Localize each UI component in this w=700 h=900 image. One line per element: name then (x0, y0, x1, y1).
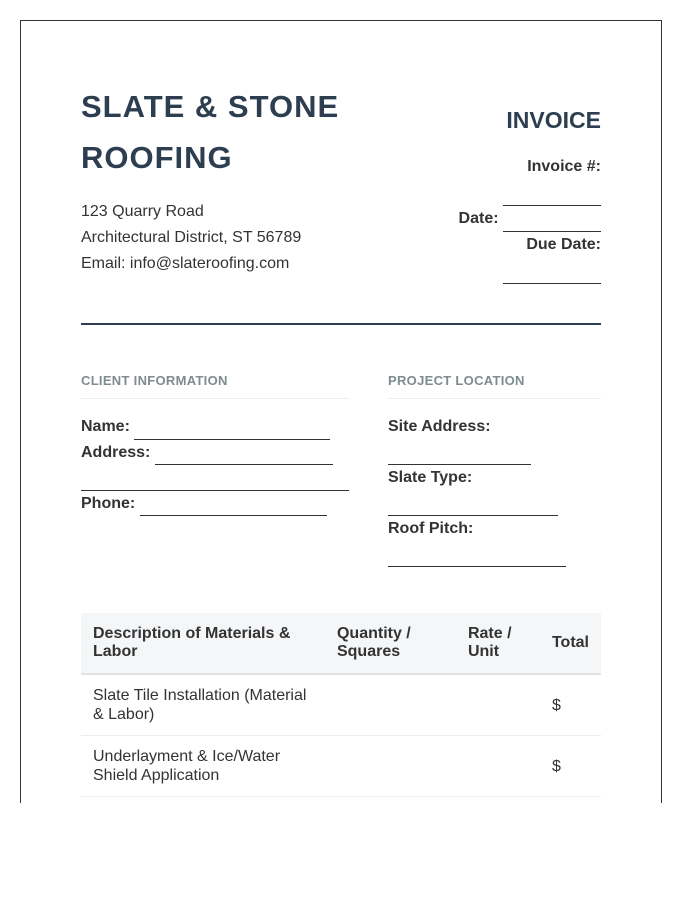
row-total[interactable]: $ (540, 736, 601, 797)
header-total: Total (540, 613, 601, 674)
address-line-2: Architectural District, ST 56789 (81, 229, 302, 246)
company-name: SLATE & STONE ROOFING (81, 89, 340, 175)
row-quantity[interactable] (325, 736, 456, 797)
header-description: Description of Materials & Labor (81, 613, 325, 674)
invoice-meta (381, 105, 601, 284)
project-location-heading: PROJECT LOCATION (388, 373, 601, 399)
company-email: Email: info@slateroofing.com (81, 255, 290, 272)
invoice-number-label: Invoice #: (527, 158, 601, 175)
due-date-field[interactable] (503, 266, 601, 284)
date-field[interactable] (503, 214, 601, 232)
table-row (81, 736, 601, 797)
date-label: Date: (458, 210, 499, 227)
header-rate: Rate / Unit (456, 613, 540, 674)
roof-pitch-field[interactable] (388, 549, 566, 567)
client-info-heading: CLIENT INFORMATION (81, 373, 349, 399)
row-description: Slate Tile Installation (Material & Labor) (81, 674, 325, 736)
client-address-label: Address: (81, 443, 151, 461)
row-quantity[interactable] (325, 674, 456, 736)
line-items-table (81, 613, 601, 797)
address-line-1: 123 Quarry Road (81, 203, 204, 220)
invoice-page (20, 20, 662, 803)
client-fields (81, 414, 356, 516)
client-phone-label: Phone: (81, 494, 136, 512)
row-description: Underlayment & Ice/Water Shield Application (81, 736, 325, 797)
row-rate[interactable] (456, 674, 540, 736)
client-phone-field[interactable] (140, 498, 327, 516)
site-address-field[interactable] (388, 447, 531, 465)
project-fields (388, 414, 601, 567)
table-header-row (81, 613, 601, 674)
roof-pitch-label: Roof Pitch: (388, 520, 474, 537)
invoice-title: INVOICE (506, 107, 601, 133)
slate-type-field[interactable] (388, 498, 558, 516)
client-name-field[interactable] (134, 422, 330, 440)
row-total[interactable]: $ (540, 674, 601, 736)
company-address (81, 199, 301, 277)
slate-type-label: Slate Type: (388, 469, 473, 486)
table-row (81, 674, 601, 736)
row-rate[interactable] (456, 736, 540, 797)
client-name-label: Name: (81, 418, 130, 435)
header-quantity: Quantity / Squares (325, 613, 456, 674)
client-address-field[interactable] (155, 447, 333, 465)
client-address-field-line-2[interactable] (81, 473, 349, 491)
header-divider (81, 323, 601, 325)
invoice-number-field[interactable] (503, 188, 601, 206)
due-date-label: Due Date: (526, 236, 601, 253)
site-address-label: Site Address: (388, 418, 491, 435)
